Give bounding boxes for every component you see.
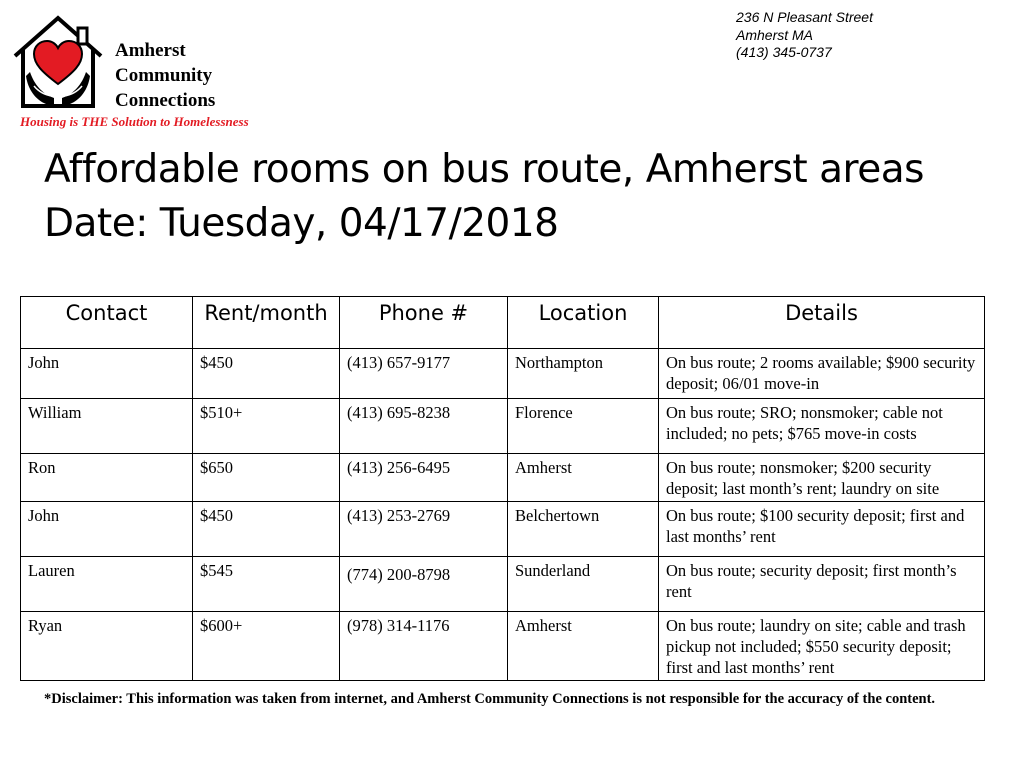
cell-details: On bus route; SRO; nonsmoker; cable not included; no pets; $765 move-in costs: [659, 399, 985, 454]
cell-details: On bus route; $100 security deposit; first and last months’ rent: [659, 502, 985, 557]
address-city: Amherst MA: [736, 26, 814, 43]
table-header-row: [21, 297, 985, 349]
cell-contact: John: [21, 349, 193, 399]
cell-contact: William: [21, 399, 193, 454]
cell-location: Amherst: [508, 454, 659, 502]
cell-rent: $650: [193, 454, 340, 502]
cell-rent: $450: [193, 502, 340, 557]
column-header-rent: Rent/month: [193, 297, 340, 349]
title-date: Date: Tuesday, 04/17/2018: [44, 201, 559, 246]
column-header-details: Details: [659, 297, 985, 349]
cell-phone: (978) 314-1176: [340, 612, 508, 681]
cell-location: Belchertown: [508, 502, 659, 557]
table-row: [21, 502, 985, 557]
cell-rent: $545: [193, 557, 340, 612]
cell-location: Sunderland: [508, 557, 659, 612]
column-header-phone: Phone #: [340, 297, 508, 349]
house-heart-hands-icon: [12, 14, 104, 110]
table-row: [21, 399, 985, 454]
address-phone: (413) 345-0737: [736, 44, 832, 60]
table-row: [21, 557, 985, 612]
title-heading: Affordable rooms on bus route, Amherst areas: [44, 147, 924, 192]
document-title: [44, 143, 924, 251]
disclaimer-note: *Disclaimer: This information was taken from internet, and Amherst Community Connections is not responsible for the accuracy of the content.: [44, 691, 936, 707]
logo-name-line: Community: [115, 65, 213, 86]
logo-name-line: Amherst: [115, 40, 186, 61]
logo-tagline: Housing is THE Solution to Homelessness: [20, 114, 249, 129]
cell-details: On bus route; laundry on site; cable and trash pickup not included; $550 security deposit; first and last months’ rent: [659, 612, 985, 681]
cell-contact: Ron: [21, 454, 193, 502]
cell-contact: John: [21, 502, 193, 557]
cell-location: Northampton: [508, 349, 659, 399]
cell-contact: Ryan: [21, 612, 193, 681]
cell-rent: $450: [193, 349, 340, 399]
cell-contact: Lauren: [21, 557, 193, 612]
cell-details: On bus route; 2 rooms available; $900 security deposit; 06/01 move-in: [659, 349, 985, 399]
column-header-contact: Contact: [21, 297, 193, 349]
logo-name-line: Connections: [115, 90, 216, 111]
cell-phone: (413) 695-8238: [340, 399, 508, 454]
column-header-location: Location: [508, 297, 659, 349]
cell-phone: (413) 256-6495: [340, 454, 508, 502]
address-street: 236 N Pleasant Street: [736, 9, 873, 25]
organization-address: [736, 9, 873, 62]
table-row: [21, 349, 985, 399]
cell-rent: $600+: [193, 612, 340, 681]
table-row: [21, 454, 985, 502]
cell-details: On bus route; security deposit; first month’s rent: [659, 557, 985, 612]
cell-location: Florence: [508, 399, 659, 454]
cell-phone: (413) 253-2769: [340, 502, 508, 557]
cell-location: Amherst: [508, 612, 659, 681]
table-row: [21, 612, 985, 681]
cell-details: On bus route; nonsmoker; $200 security deposit; last month’s rent; laundry on site: [659, 454, 985, 502]
rooms-table: [20, 296, 985, 681]
cell-phone: (413) 657-9177: [340, 349, 508, 399]
cell-phone: (774) 200-8798: [340, 557, 508, 612]
logo-organization-name: [115, 38, 215, 113]
organization-logo: [12, 14, 297, 134]
cell-rent: $510+: [193, 399, 340, 454]
